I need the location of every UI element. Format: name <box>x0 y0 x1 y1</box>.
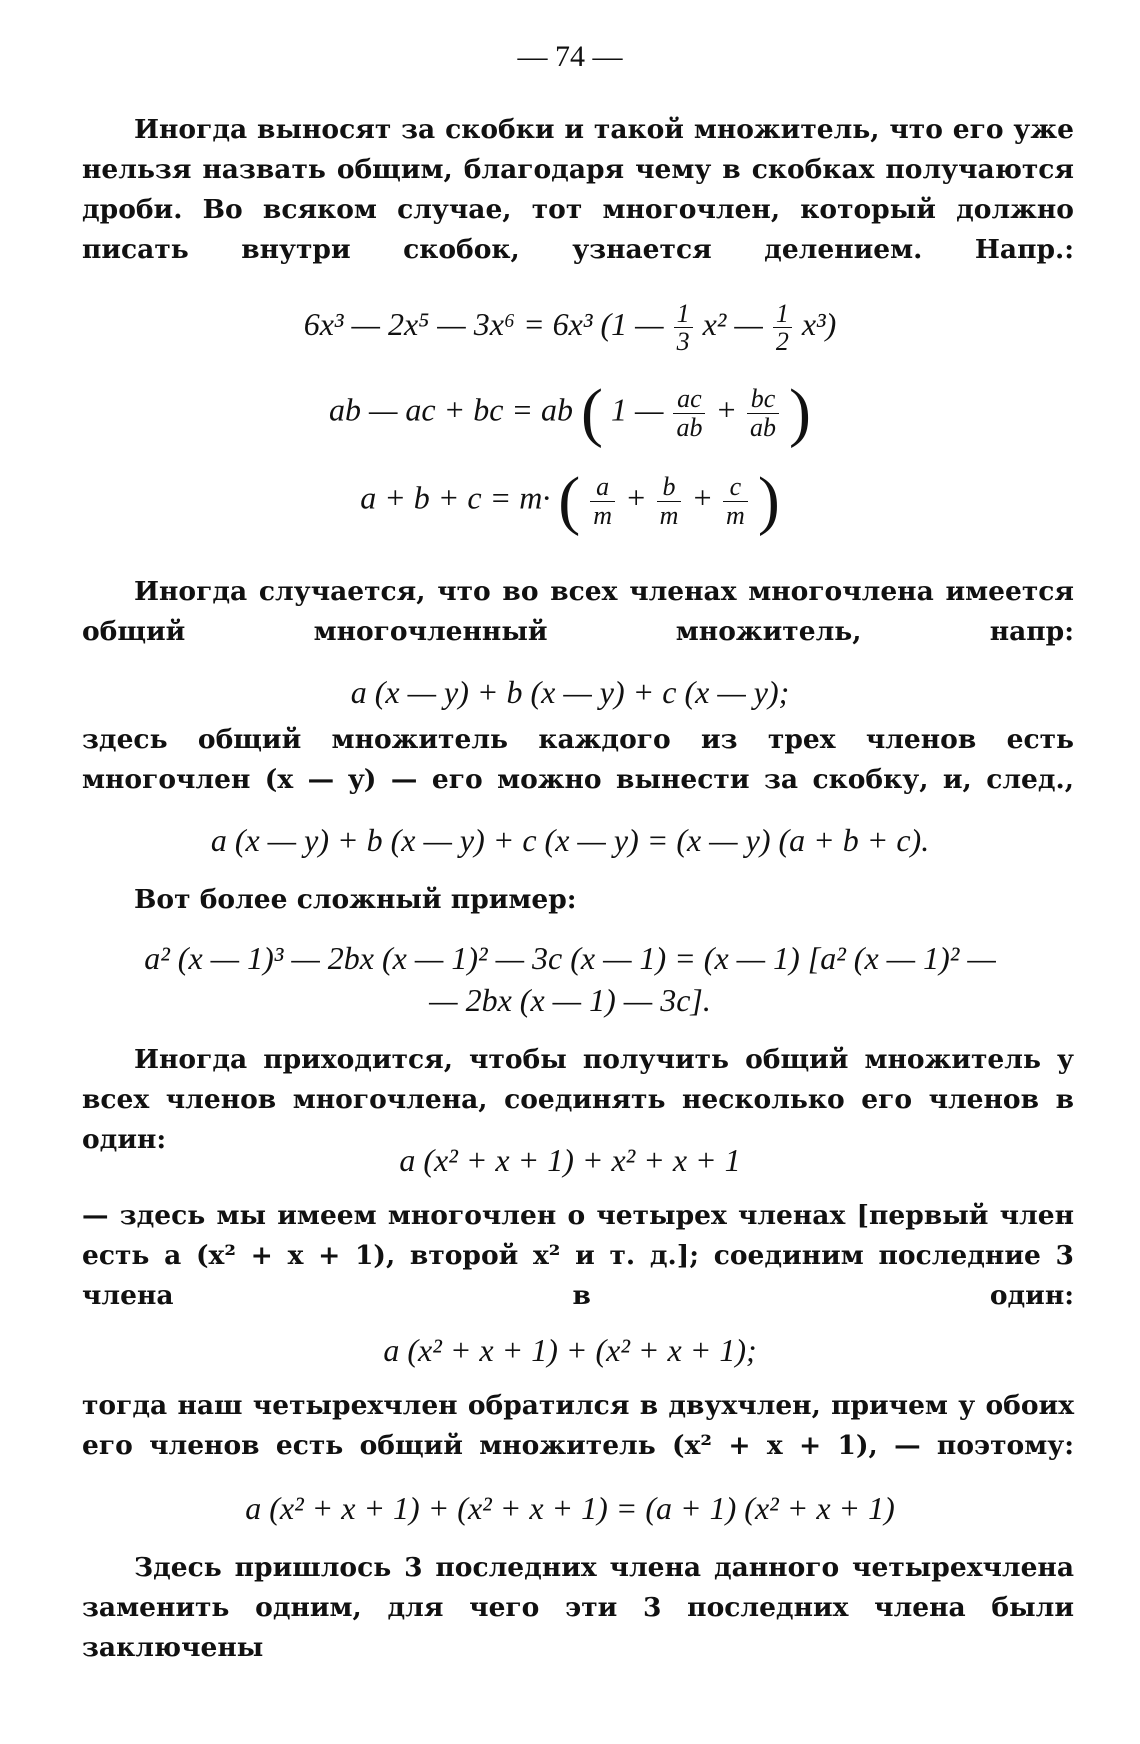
big-paren-close: ) <box>789 376 812 449</box>
formula-1-mid: x² — <box>702 306 763 343</box>
formula-1 <box>0 300 1140 356</box>
formula-2-one: 1 — <box>611 391 664 428</box>
fraction-one-half: $\frac{1}{2}$ <box>773 300 792 356</box>
paragraph-8: Здесь пришлось 3 последних члена данного четырехчлена заменить одним, для чего эти 3 последних члена были заключены <box>82 1552 1074 1663</box>
formula-3 <box>0 464 1140 537</box>
paragraph-1: Иногда выносят за скобки и такой множитель, что его уже нельзя назвать общим, благодаря чему в скобках получаются дроби. Во всяком случае, тот многочлен, который должно писать внутри скобок, узнается делением. Напр.: <box>82 114 1074 265</box>
fraction-ac-ab: $\frac{ac}{ab}$ <box>673 385 705 441</box>
fraction-a-m: $\frac{a}{m}$ <box>590 473 615 529</box>
fraction-bc-ab: $\frac{bc}{ab}$ <box>747 385 779 441</box>
plus-sign: + <box>691 479 714 516</box>
formula-6-line-1: a² (x — 1)³ — 2bx (x — 1)² — 3c (x — 1) = (x — 1) [a² (x — 1)² — <box>144 940 996 976</box>
big-paren-open: ( <box>581 376 603 449</box>
fraction-b-m: $\frac{b}{m}$ <box>657 473 682 529</box>
paragraph-6: — здесь мы имеем многочлен о четырех членах [первый член есть a (x² + x + 1), второй x² и т. д.]; соединим последние 3 члена в один: <box>82 1200 1074 1311</box>
big-paren-open: ( <box>558 464 581 537</box>
fraction-c-m: $\frac{c}{m}$ <box>723 473 748 529</box>
plus-sign: + <box>625 479 647 516</box>
plus-sign: + <box>715 391 738 428</box>
paragraph-5: Иногда приходится, чтобы получить общий множитель у всех членов многочлена, соединять несколько его членов в один: <box>82 1044 1074 1155</box>
paragraph-3: здесь общий множитель каждого из трех членов есть многочлен (x — y) — его можно вынести за скобку, и, след., <box>82 724 1074 795</box>
big-paren-close: ) <box>757 464 780 537</box>
fraction-one-third: $\frac{1}{3}$ <box>674 300 693 356</box>
formula-5: a (x — y) + b (x — y) + c (x — y) = (x — y) (a + b + c). <box>210 822 930 858</box>
paragraph-7: тогда наш четырехчлен обратился в двухчлен, причем у обоих его членов есть общий множитель (x² + x + 1), — поэтому: <box>82 1390 1074 1461</box>
paragraph-4: Вот более сложный пример: <box>134 884 577 915</box>
paragraph-2: Иногда случается, что во всех членах многочлена имеется общий многочленный множитель, напр: <box>82 576 1074 647</box>
page-number: — 74 — <box>517 40 623 73</box>
formula-2-left: ab — ac + bc = ab <box>328 391 574 428</box>
formula-7: a (x² + x + 1) + x² + x + 1 <box>399 1142 741 1178</box>
formula-6-line-2: — 2bx (x — 1) — 3c]. <box>429 982 711 1018</box>
formula-2 <box>0 376 1140 449</box>
formula-9: a (x² + x + 1) + (x² + x + 1) = (a + 1) (x² + x + 1) <box>245 1490 895 1526</box>
formula-4: a (x — y) + b (x — y) + c (x — y); <box>350 674 790 710</box>
formula-1-right: x³) <box>801 306 837 343</box>
formula-8: a (x² + x + 1) + (x² + x + 1); <box>383 1332 757 1368</box>
formula-1-left: 6x³ — 2x⁵ — 3x⁶ = 6x³ (1 — <box>303 306 664 343</box>
formula-3-left: a + b + c = m· <box>360 479 551 516</box>
